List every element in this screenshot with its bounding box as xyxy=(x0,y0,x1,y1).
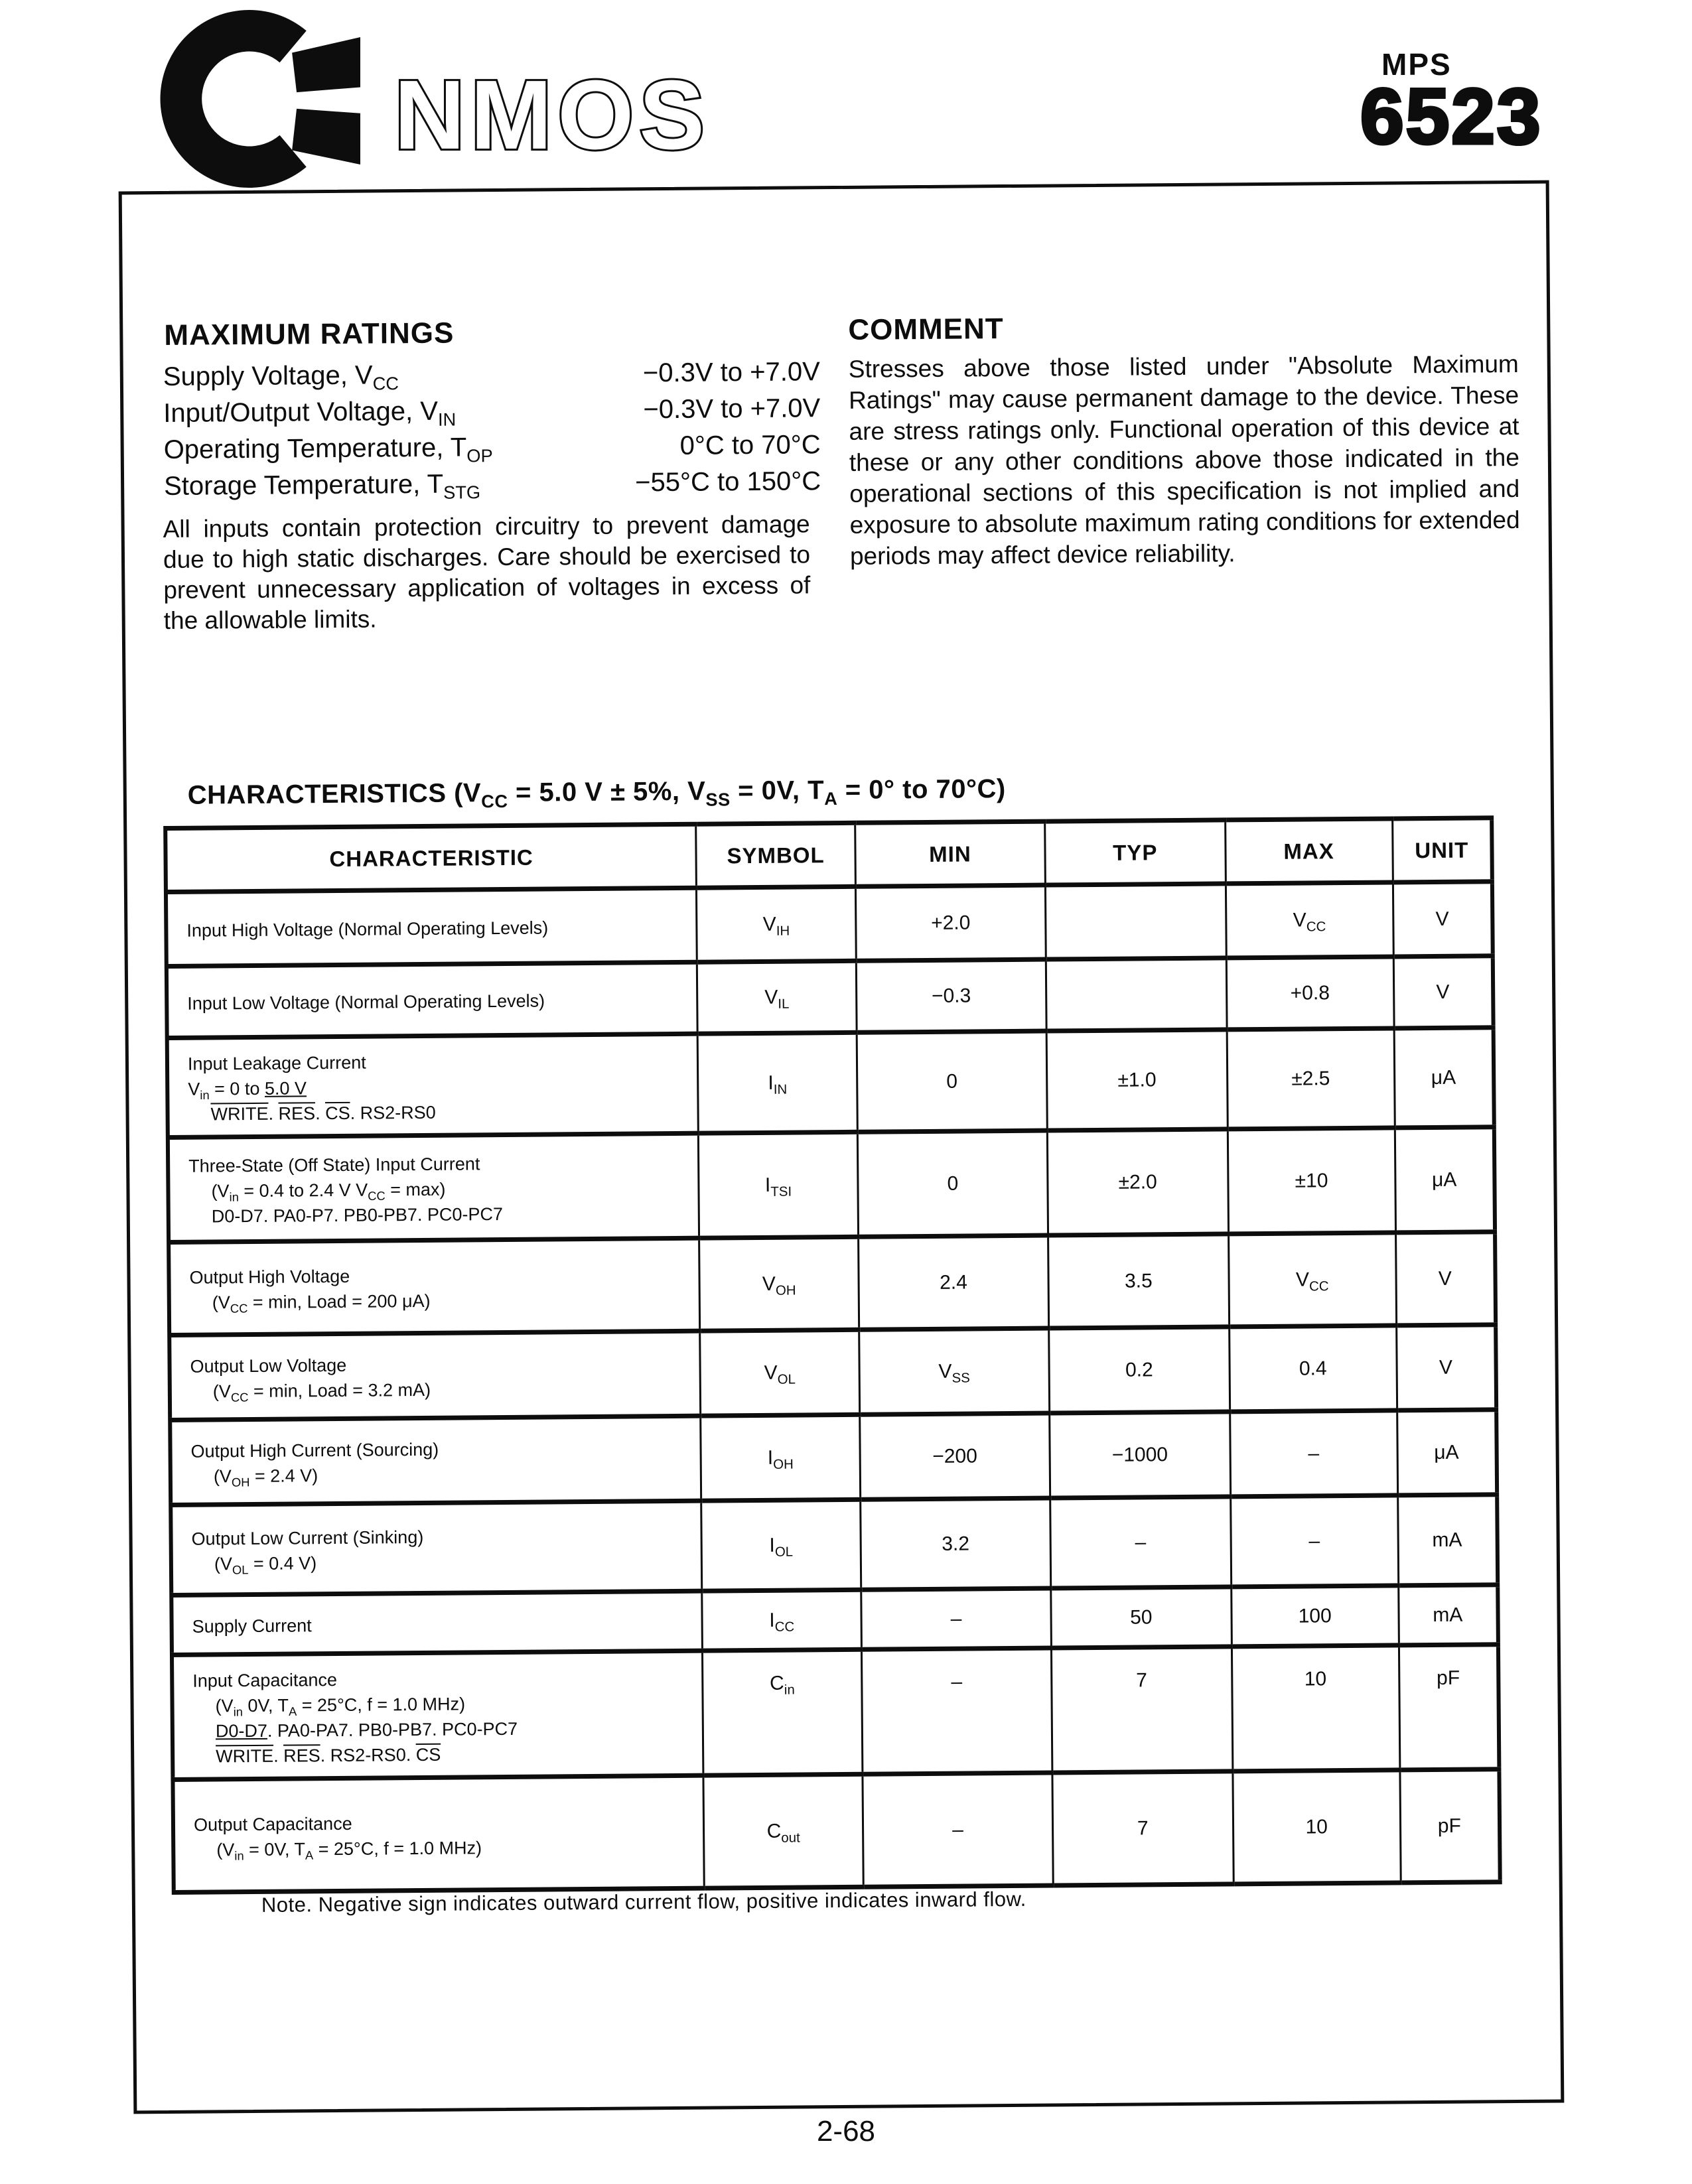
unit-cell xyxy=(1397,1410,1497,1495)
text-segment: V xyxy=(938,1360,952,1383)
max-rating-row xyxy=(164,463,821,505)
text-segment: – xyxy=(1135,1531,1147,1554)
characteristics-row xyxy=(171,1495,1498,1596)
text-segment: WRITE xyxy=(216,1745,274,1766)
text-segment: 0 xyxy=(947,1172,959,1195)
characteristics-row xyxy=(167,1028,1494,1138)
text-segment: I xyxy=(767,1446,774,1469)
column-header-unit: UNIT xyxy=(1392,818,1492,882)
text-segment: CC xyxy=(368,1188,386,1203)
typ-cell xyxy=(1050,1497,1231,1588)
text-segment: SS xyxy=(705,789,731,810)
characteristic-line xyxy=(190,1375,687,1404)
text-segment: . PA0-PA7. PB0-PB7. PC0-PC7 xyxy=(267,1718,518,1741)
characteristic-cell xyxy=(169,1238,700,1335)
text-segment: −200 xyxy=(932,1444,977,1467)
characteristic-line xyxy=(188,1097,685,1126)
characteristic-line xyxy=(191,1460,688,1489)
characteristic-line xyxy=(189,1261,686,1290)
column-header-symbol: SYMBOL xyxy=(696,823,856,888)
text-segment: C xyxy=(769,1672,784,1694)
maximum-ratings-title: MAXIMUM RATINGS xyxy=(164,316,455,352)
text-segment: 7 xyxy=(1136,1669,1148,1692)
text-segment: $\overline{CS}$ xyxy=(415,1744,441,1765)
text-segment: CC xyxy=(230,1300,248,1316)
text-segment: CC xyxy=(1306,919,1326,934)
characteristic-line xyxy=(192,1664,689,1693)
text-segment: Storage Temperature, T xyxy=(163,469,444,501)
text-segment: A xyxy=(824,788,838,809)
max-cell xyxy=(1233,1770,1401,1884)
text-segment: V xyxy=(188,1079,200,1099)
text-segment: CC xyxy=(481,790,508,812)
text-segment: pF xyxy=(1436,1667,1460,1689)
characteristics-table xyxy=(163,815,1502,1895)
text-segment: OL xyxy=(777,1372,796,1387)
characteristics-table-body xyxy=(166,882,1500,1893)
text-segment: = 0V, T xyxy=(244,1838,306,1860)
text-segment: I xyxy=(769,1534,775,1556)
text-segment: Output High Voltage xyxy=(189,1266,350,1288)
characteristic-cell xyxy=(168,1133,699,1242)
text-segment: 2.4 xyxy=(940,1271,967,1294)
typ-cell xyxy=(1051,1587,1232,1648)
text-segment: I xyxy=(769,1609,775,1631)
text-segment: 7 xyxy=(1137,1816,1149,1840)
text-segment: C xyxy=(766,1820,782,1842)
text-segment: IL xyxy=(778,996,790,1012)
unit-cell xyxy=(1399,1645,1499,1770)
max-rating-value: 0°C to 70°C xyxy=(679,430,821,460)
text-segment: mA xyxy=(1433,1604,1463,1626)
text-segment: V xyxy=(1295,1268,1310,1291)
max-cell xyxy=(1226,882,1393,958)
text-segment: μA xyxy=(1431,1168,1457,1191)
max-cell xyxy=(1230,1410,1397,1497)
symbol-cell xyxy=(697,1032,857,1133)
characteristic-cell xyxy=(171,1591,702,1655)
text-segment: out xyxy=(781,1830,800,1846)
text-segment: . RS2-RS0. xyxy=(320,1744,416,1765)
content-box xyxy=(119,180,1565,2114)
text-segment: OH xyxy=(773,1457,794,1472)
characteristic-line xyxy=(190,1286,687,1315)
characteristics-header-row xyxy=(165,818,1492,892)
characteristic-cell xyxy=(167,1034,699,1137)
device-part-number: 6523 xyxy=(1360,73,1543,161)
text-segment: 3.5 xyxy=(1124,1269,1153,1292)
text-segment: A xyxy=(288,1704,297,1718)
text-segment: 100 xyxy=(1298,1604,1332,1627)
min-cell xyxy=(861,1498,1051,1590)
text-segment: 3.2 xyxy=(942,1533,970,1555)
text-segment: = 2.4 V) xyxy=(249,1465,318,1486)
unit-cell xyxy=(1396,1325,1496,1410)
text-segment: 5.0 V xyxy=(264,1077,307,1099)
max-cell xyxy=(1228,1128,1395,1234)
text-segment: Input Capacitance xyxy=(192,1669,338,1691)
min-cell xyxy=(863,1773,1053,1887)
text-segment: = 0.4 to 2.4 V V xyxy=(238,1180,368,1201)
text-segment: pF xyxy=(1437,1814,1461,1837)
text-segment: . RS2-RS0 xyxy=(350,1102,436,1123)
min-cell xyxy=(861,1588,1052,1649)
unit-cell xyxy=(1395,1232,1496,1326)
text-segment: Output High Current (Sourcing) xyxy=(190,1439,439,1462)
text-segment: 0.4 xyxy=(1299,1357,1327,1380)
typ-cell xyxy=(1051,1647,1232,1773)
text-segment: −1000 xyxy=(1111,1443,1168,1466)
text-segment: A xyxy=(305,1848,314,1862)
text-segment: in xyxy=(234,1848,244,1863)
text-segment: CC xyxy=(372,373,399,394)
symbol-cell xyxy=(698,1132,858,1238)
max-rating-row xyxy=(164,427,821,468)
characteristic-line xyxy=(188,1174,685,1203)
characteristic-cell xyxy=(172,1651,703,1779)
text-segment: Output Low Voltage xyxy=(190,1355,347,1377)
text-segment: Supply Voltage, V xyxy=(163,360,373,391)
min-cell xyxy=(859,1235,1049,1330)
max-cell xyxy=(1230,1495,1398,1587)
typ-cell xyxy=(1047,1129,1228,1235)
characteristic-line xyxy=(188,1047,685,1076)
text-segment: = min, Load = 3.2 mA) xyxy=(248,1379,431,1401)
characteristics-row xyxy=(166,882,1493,967)
max-cell xyxy=(1228,1233,1396,1327)
device-series: MPS xyxy=(1381,47,1452,82)
max-rating-row xyxy=(163,390,820,432)
text-segment: STG xyxy=(443,482,481,503)
text-segment: = 0° to 70°C) xyxy=(837,774,1006,805)
characteristics-table-head xyxy=(165,818,1492,892)
text-segment: . xyxy=(268,1103,279,1124)
text-segment: 0.2 xyxy=(1125,1358,1153,1381)
text-segment: (V xyxy=(215,1695,234,1716)
text-segment: SS xyxy=(952,1370,970,1386)
text-segment: (V xyxy=(211,1180,230,1201)
characteristic-line xyxy=(188,1072,685,1101)
symbol-cell xyxy=(702,1590,862,1651)
max-rating-label xyxy=(163,357,399,395)
characteristic-cell xyxy=(173,1775,704,1892)
text-segment: CC xyxy=(230,1389,249,1404)
text-segment: OH xyxy=(775,1283,796,1298)
text-segment: IN xyxy=(773,1082,788,1097)
max-rating-row xyxy=(163,354,820,395)
symbol-cell xyxy=(697,886,857,962)
text-segment: 0V, T xyxy=(242,1695,289,1716)
text-segment: V xyxy=(1436,981,1450,1003)
characteristic-cell xyxy=(167,962,697,1038)
max-rating-label xyxy=(164,466,480,505)
max-cell xyxy=(1226,957,1394,1030)
unit-cell xyxy=(1397,1495,1498,1586)
text-segment: in xyxy=(200,1087,210,1102)
typ-cell xyxy=(1046,1030,1228,1130)
text-segment: = 0.4 V) xyxy=(248,1552,317,1574)
unit-cell xyxy=(1393,956,1494,1028)
text-segment: 0 xyxy=(946,1070,958,1093)
max-cell xyxy=(1231,1586,1399,1647)
min-cell xyxy=(856,959,1046,1032)
text-segment: in xyxy=(233,1704,244,1719)
text-segment: = 25°C, f = 1.0 MHz) xyxy=(297,1693,466,1715)
characteristics-row xyxy=(172,1645,1499,1780)
text-segment: ±2.0 xyxy=(1118,1170,1157,1194)
symbol-cell xyxy=(701,1499,861,1591)
text-segment: ±2.5 xyxy=(1291,1067,1330,1090)
text-segment: −0.3 xyxy=(931,984,971,1007)
characteristic-cell xyxy=(170,1416,701,1505)
characteristic-line xyxy=(186,914,683,943)
characteristics-row xyxy=(168,1127,1495,1243)
characteristic-cell xyxy=(166,888,697,966)
text-segment: +2.0 xyxy=(931,911,971,934)
characteristic-line xyxy=(192,1609,689,1639)
text-segment: = 5.0 V ± 5%, V xyxy=(508,776,706,807)
text-segment: +0.8 xyxy=(1290,981,1330,1004)
max-cell xyxy=(1227,1028,1395,1129)
unit-cell xyxy=(1399,1769,1500,1883)
characteristics-row xyxy=(171,1585,1498,1655)
text-segment: μA xyxy=(1431,1066,1456,1089)
characteristics-title xyxy=(188,774,1006,811)
characteristic-line xyxy=(190,1349,687,1379)
symbol-cell xyxy=(703,1774,863,1888)
text-segment: in xyxy=(784,1682,795,1698)
characteristic-line xyxy=(191,1522,688,1551)
text-segment: $\overline{RES}$ xyxy=(283,1745,320,1766)
text-segment: OL xyxy=(232,1562,249,1577)
text-segment: $\overline{RES}$ xyxy=(278,1103,316,1124)
text-segment: 10 xyxy=(1305,1815,1328,1838)
characteristics-row xyxy=(169,1232,1496,1335)
brand-text: NMOS xyxy=(394,60,710,170)
text-segment: CC xyxy=(774,1619,795,1635)
text-segment: (V xyxy=(214,1553,233,1574)
text-segment: Input Leakage Current xyxy=(187,1052,366,1074)
text-segment: Input Low Voltage (Normal Operating Levels) xyxy=(187,990,545,1014)
text-segment: 10 xyxy=(1304,1668,1327,1690)
text-segment: – xyxy=(1308,1442,1320,1464)
max-rating-value: −0.3V to +7.0V xyxy=(643,393,821,425)
unit-cell xyxy=(1394,1028,1494,1128)
brand-wordmark xyxy=(390,58,775,171)
column-header-min: MIN xyxy=(855,821,1046,886)
text-segment: = 25°C, f = 1.0 MHz) xyxy=(313,1837,482,1859)
text-segment: – xyxy=(951,1671,963,1693)
text-segment: I xyxy=(768,1071,774,1094)
max-cell xyxy=(1232,1645,1399,1771)
text-segment: . xyxy=(315,1103,326,1123)
text-segment: OP xyxy=(466,445,493,466)
text-segment: Operating Temperature, T xyxy=(163,433,467,464)
unit-cell xyxy=(1395,1127,1495,1233)
text-segment: ±10 xyxy=(1295,1169,1328,1192)
unit-cell xyxy=(1398,1585,1498,1645)
text-segment: (V xyxy=(213,1466,232,1486)
text-segment: V xyxy=(762,1272,776,1295)
text-segment: CHARACTERISTICS (V xyxy=(187,778,482,810)
comment-body: Stresses above those listed under "Absolute Maximum Ratings" may cause permanent damage to the device. These are stress ratings only. Functional operation of this device at these or any other conditions above those indicated in the operational sections of this specification is not implied and exposure to absolute maximum rating conditions for extended periods may affect device reliability. xyxy=(848,350,1520,570)
text-segment: = 0 to xyxy=(209,1078,265,1099)
text-segment: V xyxy=(1293,908,1306,931)
characteristic-line xyxy=(194,1808,691,1837)
typ-cell xyxy=(1048,1234,1229,1328)
symbol-cell xyxy=(701,1414,861,1501)
text-segment: Output Capacitance xyxy=(193,1813,352,1835)
characteristic-line xyxy=(189,1199,686,1229)
min-cell xyxy=(860,1413,1050,1499)
text-segment: (V xyxy=(212,1381,231,1401)
characteristic-line xyxy=(187,987,684,1016)
unit-cell xyxy=(1393,882,1493,957)
text-segment: – xyxy=(950,1607,962,1630)
characteristic-line xyxy=(193,1714,690,1743)
characteristics-row xyxy=(169,1325,1496,1420)
text-segment: = 0V, T xyxy=(730,776,825,806)
characteristics-row xyxy=(173,1769,1500,1893)
characteristic-line xyxy=(192,1689,689,1718)
text-segment: I xyxy=(764,1174,771,1196)
min-cell xyxy=(855,885,1046,961)
characteristic-line xyxy=(188,1149,685,1178)
symbol-cell xyxy=(699,1237,859,1331)
text-segment: (V xyxy=(212,1292,230,1312)
typ-cell xyxy=(1052,1771,1234,1885)
text-segment: Input/Output Voltage, V xyxy=(163,396,439,428)
min-cell xyxy=(859,1328,1050,1414)
characteristics-row xyxy=(167,956,1494,1038)
text-segment: V xyxy=(1438,1267,1452,1290)
text-segment: V xyxy=(764,986,778,1008)
text-segment: – xyxy=(1308,1529,1320,1552)
characteristic-line xyxy=(193,1740,690,1769)
symbol-cell xyxy=(697,961,857,1034)
text-segment: OL xyxy=(774,1544,794,1560)
text-segment: . xyxy=(273,1745,284,1766)
characteristic-cell xyxy=(169,1331,701,1420)
max-cell xyxy=(1229,1326,1397,1412)
text-segment: (V xyxy=(216,1839,235,1860)
text-segment: V xyxy=(762,913,776,935)
characteristic-line xyxy=(192,1547,689,1576)
text-segment: – xyxy=(952,1818,963,1841)
text-segment: TSI xyxy=(770,1184,792,1199)
text-segment: in xyxy=(229,1190,239,1204)
text-segment: Output Low Current (Sinking) xyxy=(191,1527,424,1549)
text-segment: V xyxy=(1439,1356,1453,1379)
text-segment: = min, Load = 200 μA) xyxy=(247,1290,431,1312)
max-rating-label xyxy=(164,429,493,468)
max-rating-value: −0.3V to +7.0V xyxy=(642,357,820,388)
symbol-cell xyxy=(703,1649,863,1775)
text-segment: Supply Current xyxy=(192,1615,312,1637)
text-segment: IN xyxy=(437,409,457,430)
text-segment: OH xyxy=(231,1474,250,1489)
text-segment: mA xyxy=(1432,1529,1462,1551)
maximum-ratings-note: All inputs contain protection circuitry to prevent damage due to high static discharges. Care should be exercised to prevent unnecessary application of voltages in excess of the allowable limits. xyxy=(163,510,811,634)
column-header-characteristic: CHARACTERISTIC xyxy=(165,824,696,892)
maximum-ratings-list xyxy=(163,354,821,505)
text-segment: IH xyxy=(776,923,790,939)
typ-cell xyxy=(1046,958,1227,1031)
characteristic-line xyxy=(194,1833,691,1862)
min-cell xyxy=(857,1130,1048,1237)
text-segment: Input High Voltage (Normal Operating Levels) xyxy=(186,917,549,941)
text-segment: $\overline{CS}$ xyxy=(325,1103,350,1123)
text-segment: D0-D7. PA0-P7. PB0-PB7. PC0-PC7 xyxy=(211,1203,504,1226)
text-segment: CC xyxy=(1308,1278,1329,1294)
text-segment: Three-State (Off State) Input Current xyxy=(188,1153,480,1176)
text-segment: V xyxy=(1435,908,1449,930)
max-rating-label xyxy=(163,393,456,432)
min-cell xyxy=(861,1648,1052,1774)
symbol-cell xyxy=(700,1330,860,1416)
characteristic-line xyxy=(190,1434,687,1464)
text-segment: 50 xyxy=(1130,1605,1153,1629)
column-header-typ: TYP xyxy=(1044,820,1226,885)
characteristic-cell xyxy=(171,1501,702,1595)
characteristics-row xyxy=(170,1410,1497,1505)
typ-cell xyxy=(1049,1412,1230,1498)
text-segment: ±1.0 xyxy=(1117,1068,1157,1091)
text-segment: = max) xyxy=(385,1179,446,1199)
text-segment: V xyxy=(764,1361,778,1384)
column-header-max: MAX xyxy=(1225,819,1393,884)
text-segment: μA xyxy=(1434,1441,1459,1464)
table-footnote: Note. Negative sign indicates outward current flow, positive indicates inward flow. xyxy=(261,1887,1026,1917)
typ-cell xyxy=(1048,1327,1230,1413)
text-segment: WRITE xyxy=(210,1103,269,1124)
max-rating-value: −55°C to 150°C xyxy=(634,466,821,498)
comment-title: COMMENT xyxy=(848,312,1004,346)
commodore-c-logo-icon xyxy=(151,7,360,191)
text-segment: D0-D7 xyxy=(215,1720,268,1741)
min-cell xyxy=(857,1031,1047,1132)
page-number: 2-68 xyxy=(816,2115,876,2148)
typ-cell xyxy=(1045,884,1226,959)
